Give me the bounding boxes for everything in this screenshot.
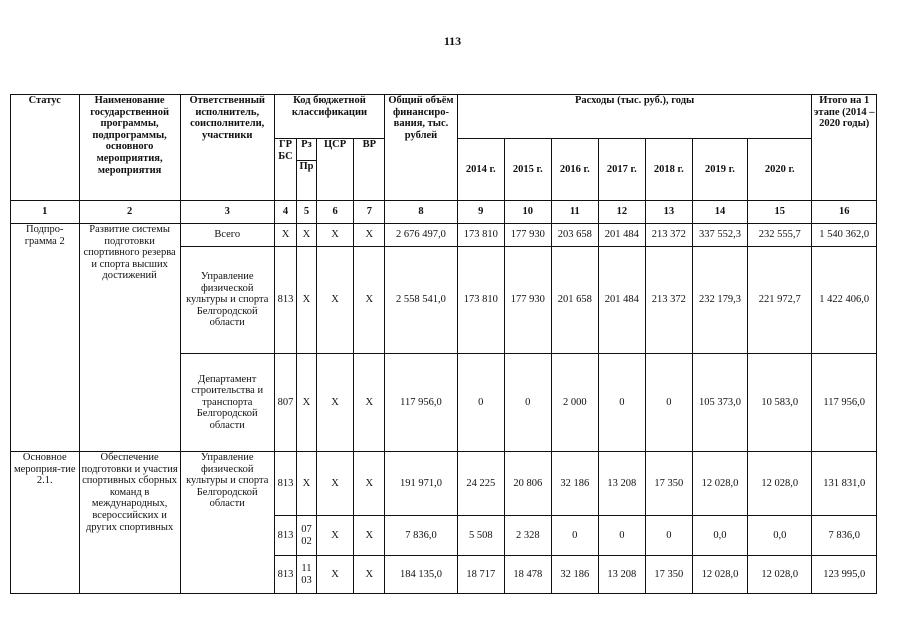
pr-value: 03 [301, 574, 312, 586]
header-year: 2017 г. [598, 139, 645, 201]
total-cell: 184 135,0 [385, 556, 458, 594]
year-cell: 0 [598, 354, 645, 452]
year-cell: 173 810 [457, 224, 504, 247]
column-number: 2 [79, 201, 180, 224]
stage-total-cell: 1 422 406,0 [812, 247, 877, 354]
stage-total-cell: 1 540 362,0 [812, 224, 877, 247]
pr-value: 02 [301, 535, 312, 547]
rz-value: 11 [301, 562, 312, 574]
csr-cell: Х [316, 516, 354, 556]
header-expenses: Расходы (тыс. руб.), годы [457, 95, 812, 139]
grbs-cell: 813 [274, 247, 296, 354]
column-number: 13 [645, 201, 692, 224]
year-cell: 177 930 [504, 247, 551, 354]
column-number: 14 [692, 201, 747, 224]
year-cell: 18 478 [504, 556, 551, 594]
header-row-1 [11, 95, 877, 139]
rz-value: 07 [301, 523, 312, 535]
header-grbs: ГР БС [274, 139, 296, 201]
header-year: 2020 г. [748, 139, 812, 201]
header-year: 2015 г. [504, 139, 551, 201]
year-cell: 0,0 [692, 516, 747, 556]
stage-total-cell: 131 831,0 [812, 452, 877, 516]
header-csr: ЦСР [316, 139, 354, 201]
year-cell: 0 [598, 516, 645, 556]
grbs-cell: 813 [274, 452, 296, 516]
participant-cell: Управление физической культуры и спорта Белгородской области [180, 452, 274, 594]
year-cell: 10 583,0 [748, 354, 812, 452]
year-cell: 2 000 [551, 354, 598, 452]
column-numbers-row [11, 201, 877, 224]
year-cell: 20 806 [504, 452, 551, 516]
year-cell: 2 328 [504, 516, 551, 556]
year-cell: 0 [551, 516, 598, 556]
column-number: 15 [748, 201, 812, 224]
vr-cell: Х [354, 354, 385, 452]
year-cell: 201 484 [598, 247, 645, 354]
year-cell: 5 508 [457, 516, 504, 556]
rz-cell: Х [297, 247, 316, 354]
program-name-cell: Обеспечение подготовки и участия спортивных сборных команд в международных, всероссийских и других спортивных [79, 452, 180, 594]
year-cell: 12 028,0 [692, 556, 747, 594]
year-cell: 12 028,0 [748, 556, 812, 594]
year-cell: 232 555,7 [748, 224, 812, 247]
year-cell: 203 658 [551, 224, 598, 247]
csr-cell: Х [316, 452, 354, 516]
budget-table [10, 94, 877, 594]
year-cell: 213 372 [645, 224, 692, 247]
year-cell: 12 028,0 [692, 452, 747, 516]
column-number: 4 [274, 201, 296, 224]
header-year: 2019 г. [692, 139, 747, 201]
column-number: 3 [180, 201, 274, 224]
csr-cell: Х [316, 354, 354, 452]
rz-cell: Х [297, 224, 316, 247]
stage-total-cell: 7 836,0 [812, 516, 877, 556]
total-cell: 191 971,0 [385, 452, 458, 516]
year-cell: 201 484 [598, 224, 645, 247]
vr-cell: Х [354, 247, 385, 354]
column-number: 7 [354, 201, 385, 224]
year-cell: 221 972,7 [748, 247, 812, 354]
year-cell: 17 350 [645, 452, 692, 516]
column-number: 10 [504, 201, 551, 224]
year-cell: 0 [457, 354, 504, 452]
header-vr: ВР [354, 139, 385, 201]
year-cell: 201 658 [551, 247, 598, 354]
header-responsible: Ответственный исполнитель, соисполнители, участники [180, 95, 274, 201]
header-stage-total: Итого на 1 этапе (2014 – 2020 годы) [812, 95, 877, 201]
year-cell: 12 028,0 [748, 452, 812, 516]
participant-cell: Управление физической культуры и спорта Белгородской области [180, 247, 274, 354]
header-budget-code: Код бюджетной классификации [274, 95, 384, 139]
rz-pr-cell [297, 556, 316, 594]
year-cell: 17 350 [645, 556, 692, 594]
column-number: 12 [598, 201, 645, 224]
page-number: 113 [443, 34, 462, 48]
vr-cell: Х [354, 224, 385, 247]
table-row [11, 452, 877, 516]
year-cell: 177 930 [504, 224, 551, 247]
total-cell: 117 956,0 [385, 354, 458, 452]
year-cell: 32 186 [551, 556, 598, 594]
csr-cell: Х [316, 224, 354, 247]
status-cell: Основное мероприя-тие 2.1. [11, 452, 80, 594]
year-cell: 232 179,3 [692, 247, 747, 354]
status-cell: Подпро-грамма 2 [11, 224, 80, 452]
vr-cell: Х [354, 452, 385, 516]
header-total: Общий объём финансиро-вания, тыс. рублей [385, 95, 458, 201]
year-cell: 0,0 [748, 516, 812, 556]
grbs-cell: 813 [274, 516, 296, 556]
rz-cell: Х [297, 452, 316, 516]
grbs-cell: 813 [274, 556, 296, 594]
year-cell: 13 208 [598, 556, 645, 594]
year-cell: 0 [504, 354, 551, 452]
total-cell: 7 836,0 [385, 516, 458, 556]
header-pr: Пр [297, 161, 316, 201]
column-number: 5 [297, 201, 316, 224]
year-cell: 18 717 [457, 556, 504, 594]
column-number: 9 [457, 201, 504, 224]
header-year: 2018 г. [645, 139, 692, 201]
header-rz: Рз [297, 139, 316, 161]
header-name: Наименование государственной программы, подпрограммы, основного мероприятия, мероприятия [79, 95, 180, 201]
participant-cell: Департамент строительства и транспорта Белгородской области [180, 354, 274, 452]
rz-pr-cell [297, 516, 316, 556]
grbs-cell: Х [274, 224, 296, 247]
vr-cell: Х [354, 516, 385, 556]
stage-total-cell: 123 995,0 [812, 556, 877, 594]
column-number: 16 [812, 201, 877, 224]
vr-cell: Х [354, 556, 385, 594]
column-number: 11 [551, 201, 598, 224]
total-cell: 2 676 497,0 [385, 224, 458, 247]
year-cell: 213 372 [645, 247, 692, 354]
year-cell: 105 373,0 [692, 354, 747, 452]
header-year: 2016 г. [551, 139, 598, 201]
program-name-cell: Развитие системы подготовки спортивного резерва и спорта высших достижений [79, 224, 180, 452]
year-cell: 0 [645, 516, 692, 556]
header-year: 2014 г. [457, 139, 504, 201]
column-number: 8 [385, 201, 458, 224]
year-cell: 337 552,3 [692, 224, 747, 247]
year-cell: 13 208 [598, 452, 645, 516]
year-cell: 24 225 [457, 452, 504, 516]
stage-total-cell: 117 956,0 [812, 354, 877, 452]
column-number: 6 [316, 201, 354, 224]
csr-cell: Х [316, 247, 354, 354]
year-cell: 173 810 [457, 247, 504, 354]
year-cell: 32 186 [551, 452, 598, 516]
grbs-cell: 807 [274, 354, 296, 452]
table-row [11, 224, 877, 247]
participant-cell: Всего [180, 224, 274, 247]
csr-cell: Х [316, 556, 354, 594]
column-number: 1 [11, 201, 80, 224]
year-cell: 0 [645, 354, 692, 452]
header-status: Статус [11, 95, 80, 201]
rz-cell: Х [297, 354, 316, 452]
total-cell: 2 558 541,0 [385, 247, 458, 354]
